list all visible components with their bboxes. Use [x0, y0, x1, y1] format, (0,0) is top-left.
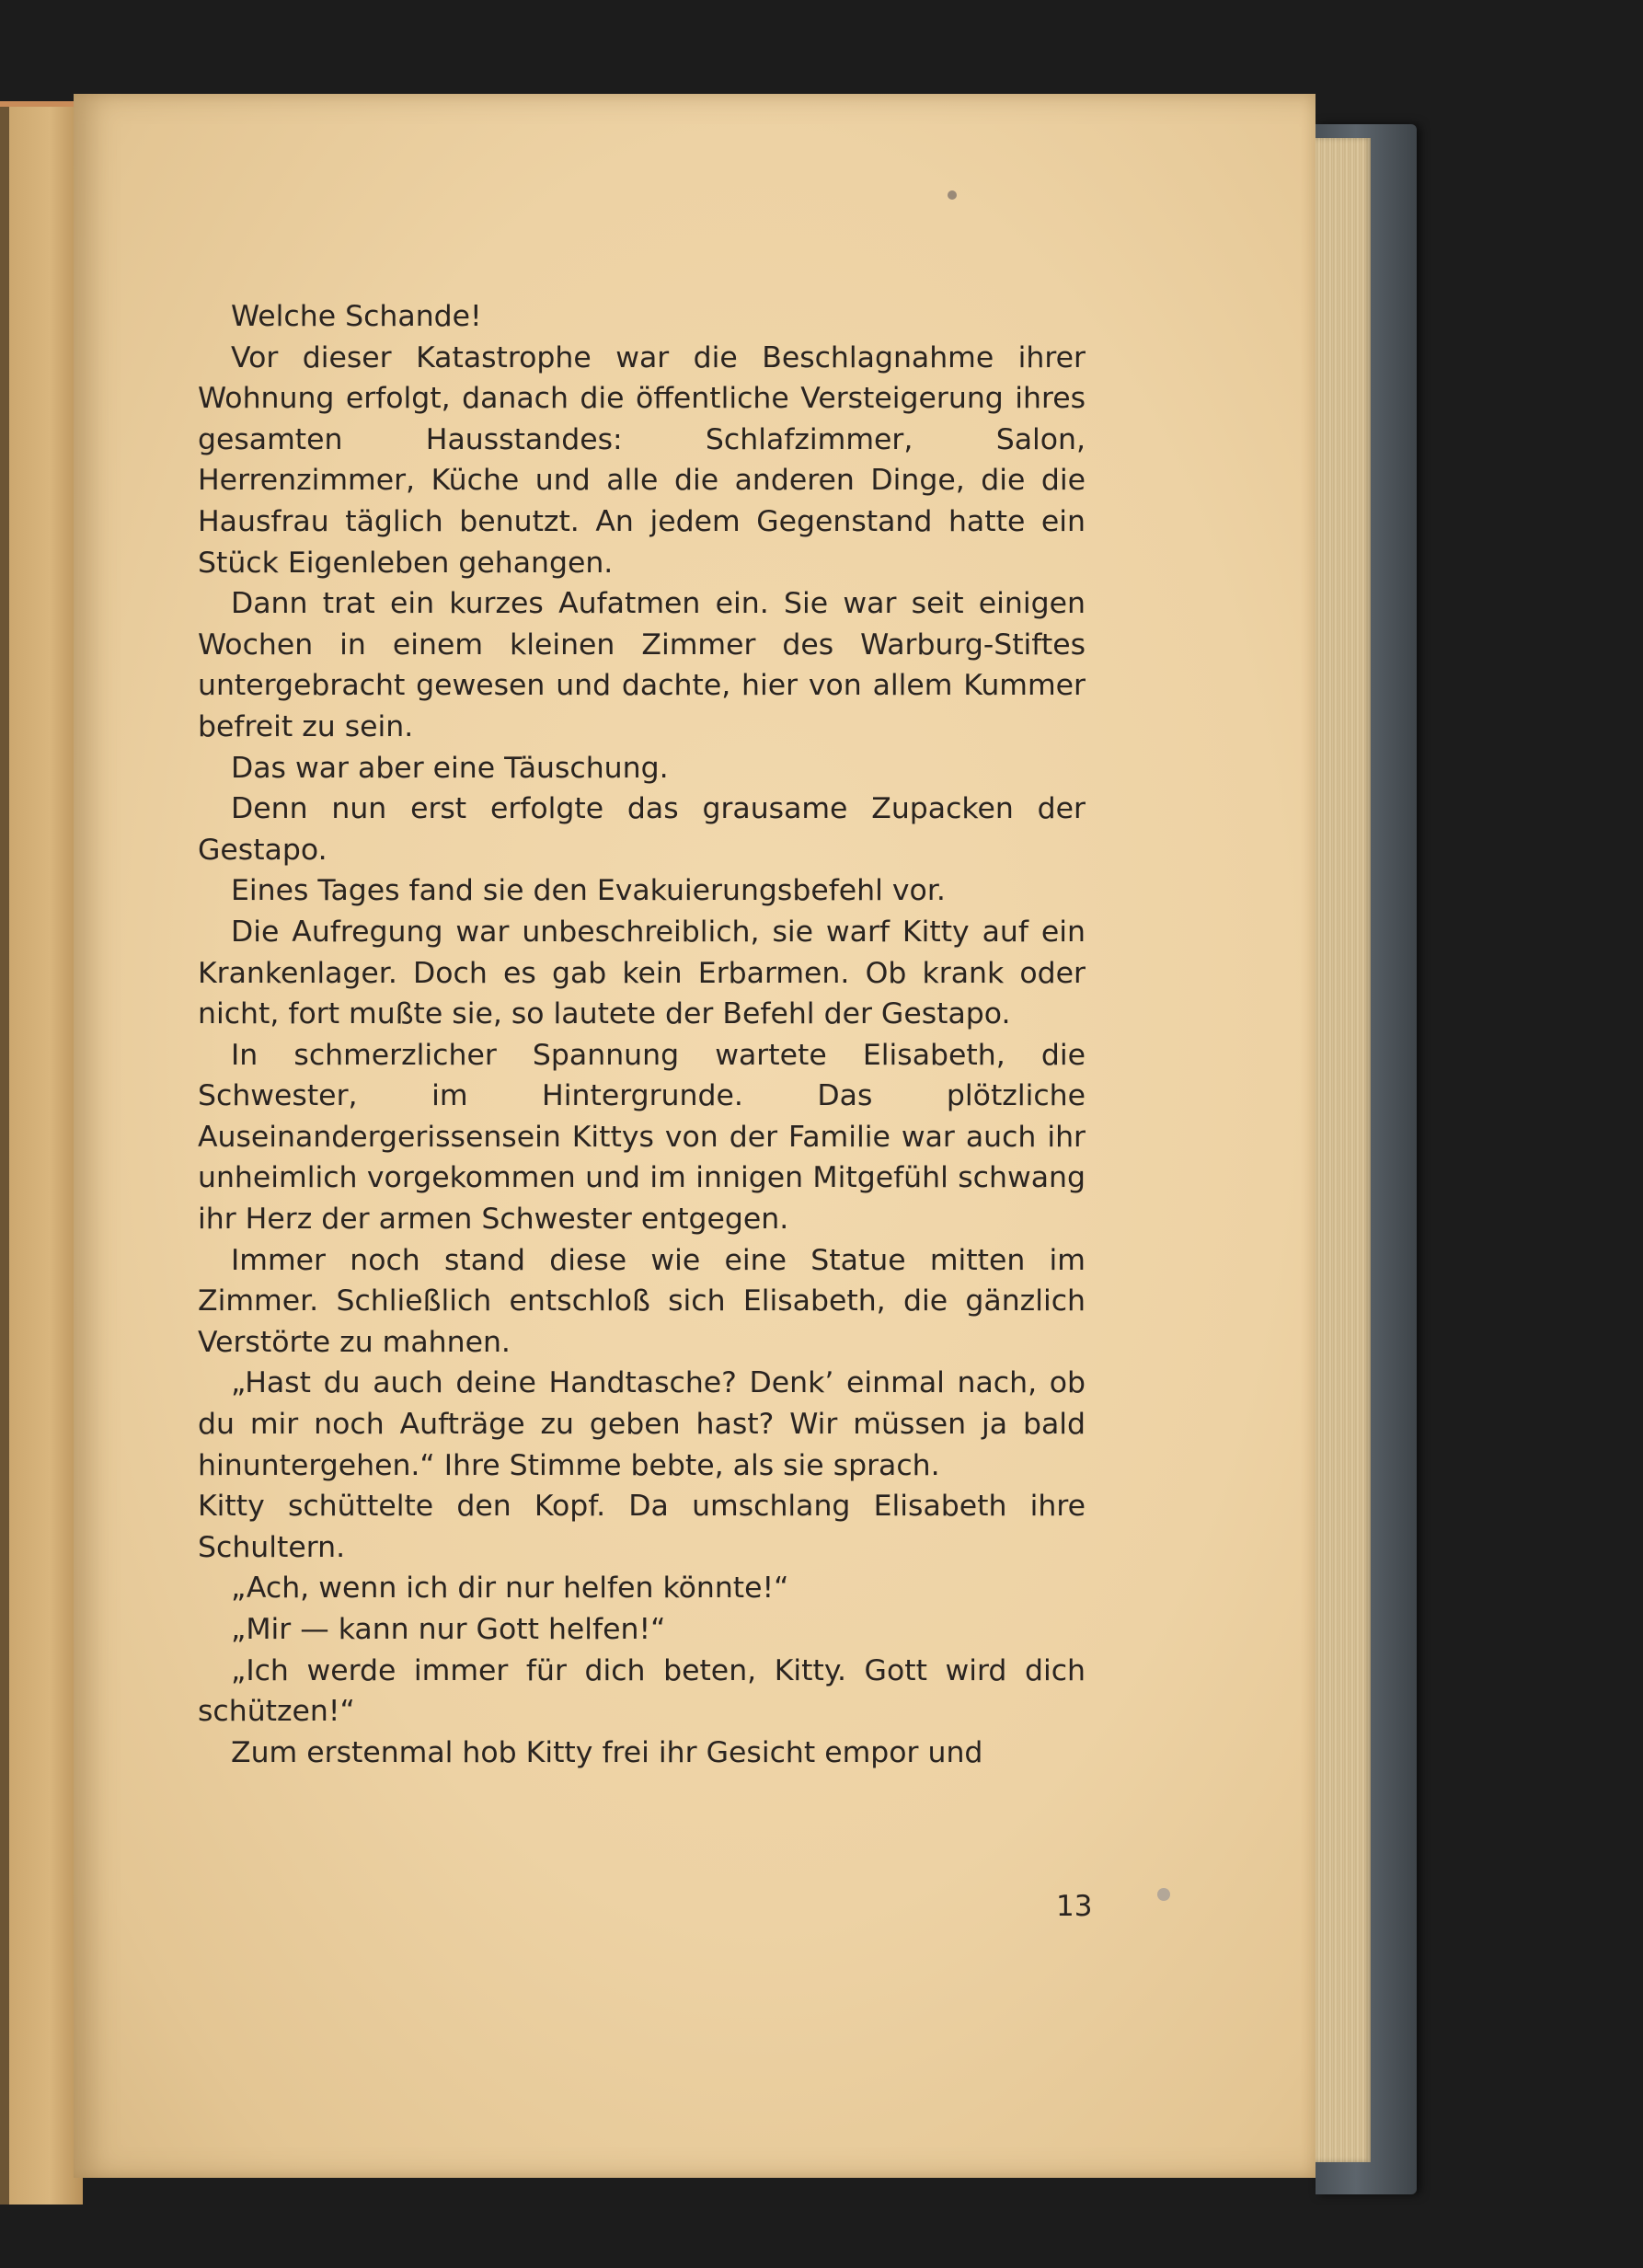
paragraph: Kitty schüttelte den Kopf. Da umschlang Elisabeth ihre Schultern. — [198, 1490, 1086, 1564]
paragraph: Das war aber eine Täuschung. — [231, 751, 669, 785]
paragraph: Welche Schande! — [231, 300, 482, 333]
paragraph: Die Aufregung war unbeschreiblich, sie warf Kitty auf ein Krankenlager. Doch es gab kein Erbarmen. Ob krank oder nicht, fort mußte sie, so lautete der Befehl der Gestapo. — [198, 915, 1086, 1031]
previous-page-edge — [0, 101, 83, 2205]
paragraph: Denn nun erst erfolgte das grausame Zupacken der Gestapo. — [198, 792, 1086, 867]
paper-speck — [1157, 1888, 1170, 1901]
paragraph: Vor dieser Katastrophe war die Beschlagnahme ihrer Wohnung erfolgt, danach die öffentliche Versteigerung ihres gesamten Hausstandes: Schlafzimmer, Salon, Herrenzimmer, Küche und alle die anderen Dinge, die die Hausfrau täglich benutzt. An jedem Gegenstand hatte ein Stück Eigenleben gehangen. — [198, 340, 1086, 580]
paragraph: „Ich werde immer für dich beten, Kitty. Gott wird dich schützen!“ — [198, 1653, 1086, 1729]
paragraph: In schmerzlicher Spannung wartete Elisabeth, die Schwester, im Hintergrunde. Das plötzliche Auseinandergerissensein Kittys von der Familie war auch ihr unheimlich vorgekommen und im innigen Mitgefühl schwang ihr Herz der armen Schwester entgegen. — [198, 1038, 1086, 1237]
page-text — [198, 296, 1086, 1773]
paragraph: „Hast du auch deine Handtasche? Denk’ einmal nach, ob du mir noch Aufträge zu geben hast? Wir müssen ja bald hinuntergehen.“ Ihre Stimme bebte, als sie sprach. — [198, 1366, 1086, 1482]
book-binding — [0, 107, 9, 2205]
book-page — [74, 94, 1316, 2178]
paragraph: Eines Tages fand sie den Evakuierungsbefehl vor. — [231, 874, 946, 908]
paragraph: „Mir — kann nur Gott helfen!“ — [231, 1613, 666, 1646]
paragraph: Dann trat ein kurzes Aufatmen ein. Sie war seit einigen Wochen in einem kleinen Zimmer des Warburg-Stiftes untergebracht gewesen und dachte, hier von allem Kummer befreit zu sein. — [198, 587, 1086, 743]
paragraph: „Ach, wenn ich dir nur helfen könnte!“ — [231, 1571, 789, 1606]
paper-speck — [948, 190, 957, 200]
paragraph: Zum erstenmal hob Kitty frei ihr Gesicht empor und — [231, 1735, 983, 1769]
paragraph: Immer noch stand diese wie eine Statue mitten im Zimmer. Schließlich entschloß sich Elisabeth, die gänzlich Verstörte zu mahnen. — [198, 1243, 1086, 1359]
page-number: 13 — [1056, 1890, 1093, 1923]
